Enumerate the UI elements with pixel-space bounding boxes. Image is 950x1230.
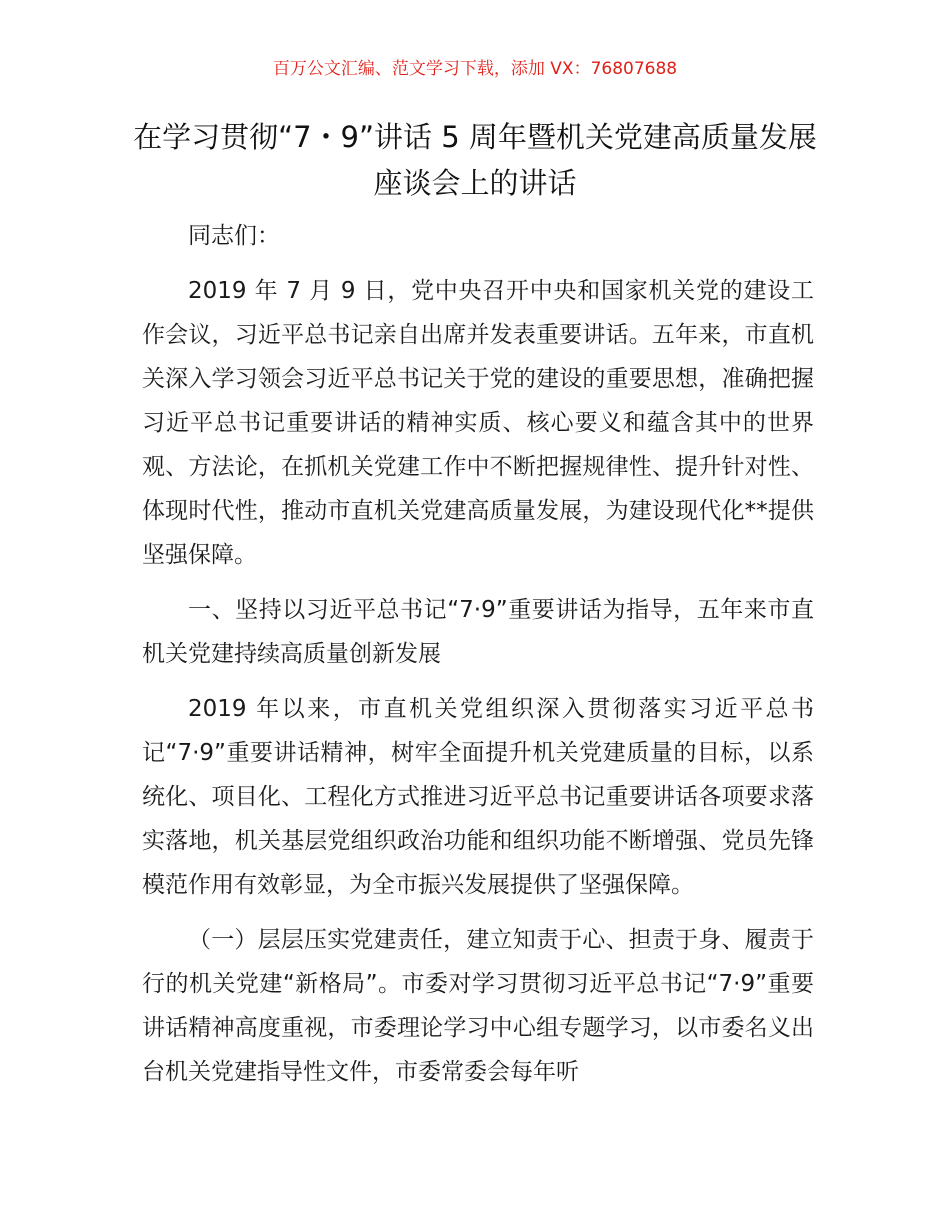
- paragraph: 2019 年 7 月 9 日，党中央召开中央和国家机关党的建设工作会议，习近平总书记亲自出席并发表重要讲话。五年来，市直机关深入学习领会习近平总书记关于党的建设的重要思想，准确把握习近平总书记重要讲话的精神实质、核心要义和蕴含其中的世界观、方法论，在抓机关党建工作中不断把握规律性、提升针对性、体现时代性，推动市直机关党建高质量发展，为建设现代化**提供坚强保障。: [142, 278, 814, 568]
- document-body: [142, 214, 814, 1105]
- document-title: 在学习贯彻“7・9”讲话 5 周年暨机关党建高质量发展座谈会上的讲话: [133, 120, 817, 200]
- watermark-header: 百万公文汇编、范文学习下载，添加 VX：76807688: [272, 59, 678, 79]
- paragraph: （一）层层压实党建责任，建立知责于心、担责于身、履责于行的机关党建“新格局”。市委对学习贯彻习近平总书记“7·9”重要讲话精神高度重视，市委理论学习中心组专题学习，以市委名义出台机关党建指导性文件，市委常委会每年听: [142, 927, 814, 1085]
- paragraph: 2019 年以来，市直机关党组织深入贯彻落实习近平总书记“7·9”重要讲话精神，树牢全面提升机关党建质量的目标，以系统化、项目化、工程化方式推进习近平总书记重要讲话各项要求落实落地，机关基层党组织政治功能和组织功能不断增强、党员先锋模范作用有效彰显，为全市振兴发展提供了坚强保障。: [142, 696, 814, 898]
- salutation: 同志们：: [188, 223, 280, 249]
- section-heading: 一、坚持以习近平总书记“7·9”重要讲话为指导，五年来市直机关党建持续高质量创新发展: [142, 597, 814, 667]
